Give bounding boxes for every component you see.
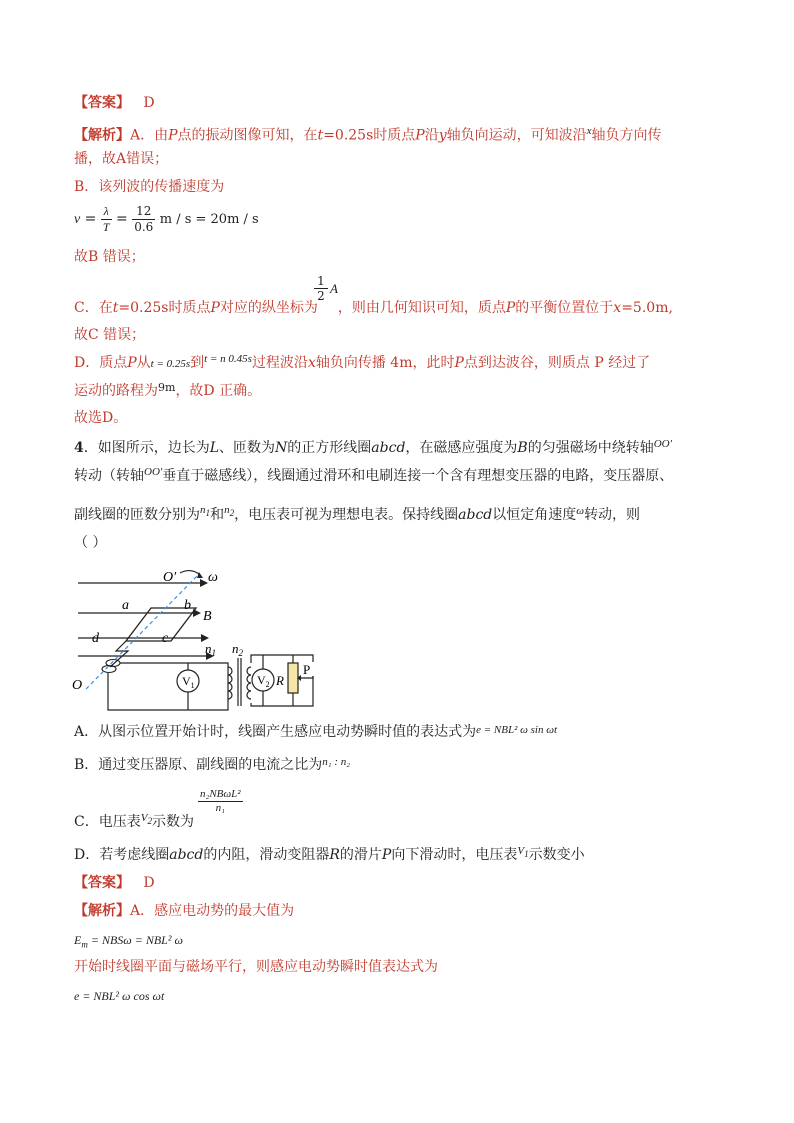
analysis-1-line-c: C．在t=0.25s时质点P对应的纵坐标为 ，则由几何知识可知，质点P的平衡位置位于x=5.0m, bbox=[74, 300, 673, 316]
option-a: A．从图示位置开始计时，线圈产生感应电动势瞬时值的表达式为$^{e = NBL^2 \omega sin \omega t}$ bbox=[74, 724, 558, 740]
analysis-1-final: 故选D。 bbox=[74, 410, 128, 426]
secondary-coil bbox=[247, 667, 251, 699]
answer-line-2: 【答案】 D bbox=[74, 875, 155, 891]
half-fraction: 1 2 bbox=[314, 274, 328, 303]
analysis-1-line-d: D．质点P从t = 0.25s到$^{t = n 0.45s}$过程波沿x轴负向传播 4m，此时P点到达波谷，则质点 P 经过了 bbox=[74, 353, 651, 371]
svg-text:V2: $V_2$ bbox=[257, 673, 270, 689]
option-c: C．电压表$^{V_2}$示数为 bbox=[74, 812, 195, 830]
primary-circuit bbox=[108, 663, 228, 710]
analysis-1-line-b-conclusion: 故B 错误； bbox=[74, 249, 145, 265]
svg-text:B: B bbox=[203, 609, 212, 624]
generator-transformer-figure bbox=[68, 563, 328, 723]
analysis-2-line-1: 【解析】A．感应电动势的最大值为 bbox=[74, 903, 295, 919]
analysis-1-line-a: 【解析】A．由P点的振动图像可知，在t=0.25s时质点P沿y轴负向运动，可知波沿$^x$轴负方向传 bbox=[74, 125, 662, 144]
svg-text:R: R bbox=[276, 673, 284, 688]
svg-text:V1: $V_1$ bbox=[182, 674, 195, 690]
analysis-1-line-a-cont: 播，故A错误； bbox=[74, 151, 169, 167]
svg-text:O: O bbox=[72, 678, 83, 693]
option-b: B．通过变压器原、副线圈的电流之比为$^{n_1 : n_2}$ bbox=[74, 756, 351, 773]
question-4-line-2: 转动（转轴$^{OO'}$垂直于磁感线），线圈通过滑环和电刷连接一个含有理想变压器的电路，变压器原、 bbox=[74, 466, 674, 484]
svg-text:n2: $n_2$ bbox=[232, 641, 243, 658]
question-4-line-3: 副线圈的匝数分别为$^{n_1}$和$^{n_2}$，电压表可视为理想电表。保持线圈abcd以恒定角速度$^\omega$转动，则 bbox=[74, 504, 641, 523]
emf-instant-formula: e = NBL² ω cos ωt bbox=[74, 989, 165, 1003]
analysis-1-line-b: B．该列波的传播速度为 bbox=[74, 179, 225, 195]
svg-text:O′: O′ bbox=[163, 570, 177, 585]
emf-max-formula: $E_m = NBS\omega = NBL^2$ ω bbox=[74, 933, 183, 950]
slip-ring-2 bbox=[102, 666, 116, 673]
svg-text:d: d bbox=[92, 631, 99, 646]
option-d: D．若考虑线圈abcd的内阻，滑动变阻器R的滑片P向下滑动时，电压表$^{V_1}$示数变小 bbox=[74, 845, 585, 863]
answer-line-1: 【答案】 D bbox=[74, 95, 155, 111]
svg-text:c: c bbox=[162, 631, 169, 646]
speed-formula: v = $\frac{\lambda}{T}$ = $\frac{12}{0.6}$ m / s = 20m / s bbox=[74, 203, 259, 234]
question-4-blank: （ ） bbox=[74, 535, 107, 551]
analysis-1-line-d-cont: 运动的路程为$^{9m}$，故D 正确。 bbox=[74, 381, 262, 399]
option-c-fraction: n₂NBωL² n₁ bbox=[200, 788, 241, 814]
analysis-1-line-c-conclusion: 故C 错误； bbox=[74, 327, 146, 343]
amplitude-symbol: A bbox=[330, 281, 338, 296]
svg-text:a: a bbox=[122, 598, 129, 613]
svg-text:b: b bbox=[184, 598, 191, 613]
rheostat-r bbox=[288, 663, 298, 693]
svg-text:ω: ω bbox=[208, 570, 218, 585]
analysis-2-line-2: 开始时线圈平面与磁场平行，则感应电动势瞬时值表达式为 bbox=[74, 959, 438, 975]
question-4-line-1: 4．如图所示，边长为L、匝数为N的正方形线圈abcd，在磁感应强度为B的匀强磁场中绕转轴$^{OO'}$ bbox=[74, 438, 673, 456]
svg-text:P: P bbox=[303, 662, 311, 677]
svg-text:n1: $n_1$ bbox=[205, 641, 216, 658]
